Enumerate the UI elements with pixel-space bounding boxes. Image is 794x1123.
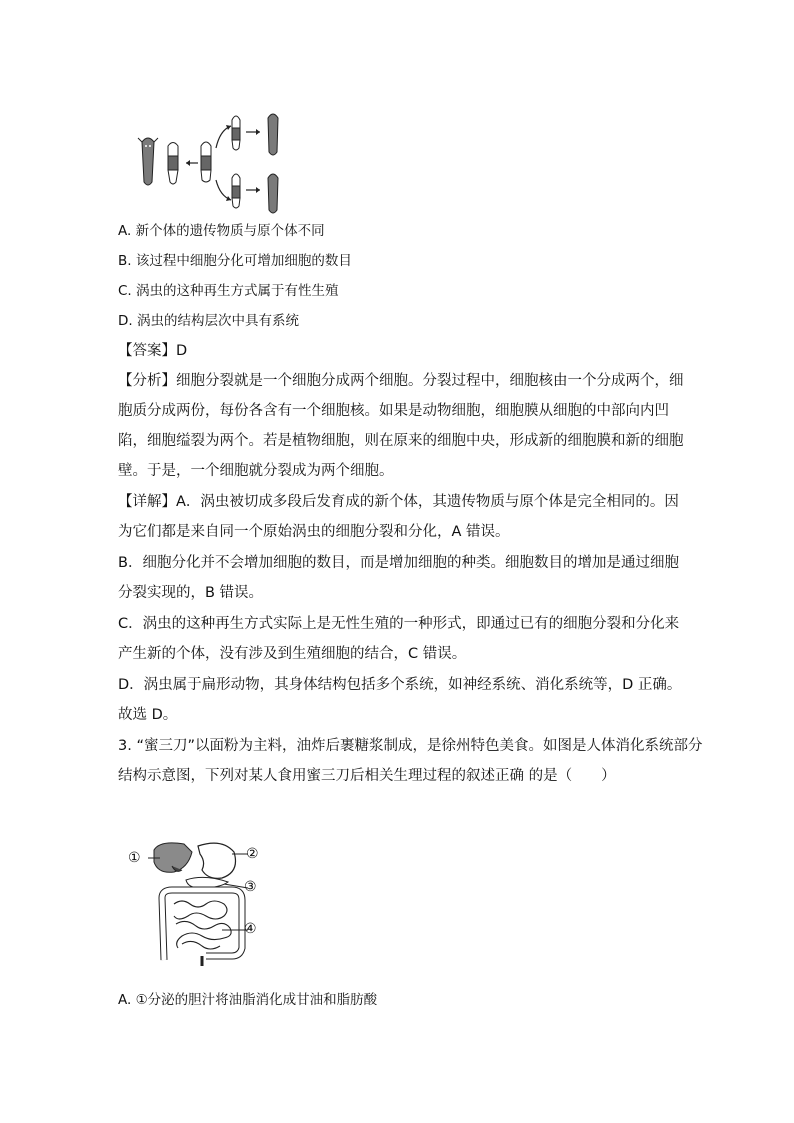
q2-detail-line-6: 产生新的个体，没有涉及到生殖细胞的结合，C 错误。 bbox=[118, 646, 467, 662]
label-3: ③ bbox=[244, 879, 257, 895]
q2-analysis-line-3: 陷，细胞缢裂为两个。若是植物细胞，则在原来的细胞中央，形成新的细胞膜和新的细胞 bbox=[118, 433, 684, 449]
planarian-whole bbox=[142, 138, 154, 185]
stomach bbox=[198, 843, 236, 878]
pancreas bbox=[186, 877, 228, 888]
q2-option-c: C. 涡虫的这种再生方式属于有性生殖 bbox=[118, 283, 339, 299]
q2-analysis-line-2: 胞质分成两份，每份各含有一个细胞核。如果是动物细胞，细胞膜从细胞的中部向内凹 bbox=[118, 403, 669, 419]
planarian-full-bottom bbox=[268, 174, 278, 213]
q2-answer: 【答案】D bbox=[118, 343, 188, 359]
label-1: ① bbox=[128, 850, 141, 866]
planarian-regen-top bbox=[232, 116, 240, 128]
q2-detail-line-2: 为它们都是来自同一个原始涡虫的细胞分裂和分化，A 错误。 bbox=[118, 524, 510, 540]
planarian-cut bbox=[168, 143, 178, 157]
label-4: ④ bbox=[244, 921, 257, 937]
q2-detail-line-5: C．涡虫的这种再生方式实际上是无性生殖的一种形式，即通过已有的细胞分裂和分化来 bbox=[118, 616, 680, 632]
q2-detail-line-7: D．涡虫属于扁形动物，其身体结构包括多个系统，如神经系统、消化系统等，D 正确。 bbox=[118, 677, 682, 693]
label-2: ② bbox=[246, 846, 259, 862]
q2-detail-line-1: 【详解】A．涡虫被切成多段后发育成的新个体，其遗传物质与原个体是完全相同的。因 bbox=[118, 494, 679, 510]
q2-analysis-line-1: 【分析】细胞分裂就是一个细胞分成两个细胞。分裂过程中，细胞核由一个分成两个，细 bbox=[118, 373, 684, 389]
q2-option-a: A. 新个体的遗传物质与原个体不同 bbox=[118, 223, 325, 239]
planarian-middle-piece bbox=[201, 142, 211, 156]
q2-option-d: D. 涡虫的结构层次中具有系统 bbox=[118, 313, 299, 329]
q2-option-b: B. 该过程中细胞分化可增加细胞的数目 bbox=[118, 253, 352, 269]
q2-detail-line-4: 分裂实现的，B 错误。 bbox=[118, 585, 264, 601]
q2-analysis-line-4: 壁。于是，一个细胞就分裂成为两个细胞。 bbox=[118, 463, 394, 479]
q3-stem-line-1: 3. “蜜三刀”以面粉为主料，油炸后裹糖浆制成，是徐州特色美食。如图是人体消化系统部分 bbox=[118, 738, 703, 754]
planarian-regen-bottom bbox=[232, 174, 240, 186]
digestive-system-figure bbox=[148, 838, 256, 970]
small-intestine bbox=[174, 901, 231, 949]
q2-detail-line-8: 故选 D。 bbox=[118, 707, 178, 723]
q2-detail-line-3: B．细胞分化并不会增加细胞的数目，而是增加细胞的种类。细胞数目的增加是通过细胞 bbox=[118, 555, 679, 571]
planarian-regeneration-figure bbox=[128, 108, 288, 218]
q3-stem-line-2: 结构示意图，下列对某人食用蜜三刀后相关生理过程的叙述正确 的是（ ） bbox=[118, 768, 616, 784]
planarian-full-top bbox=[268, 114, 278, 155]
q3-option-a: A. ①分泌的胆汁将油脂消化成甘油和脂肪酸 bbox=[118, 992, 378, 1008]
large-intestine bbox=[162, 890, 242, 960]
